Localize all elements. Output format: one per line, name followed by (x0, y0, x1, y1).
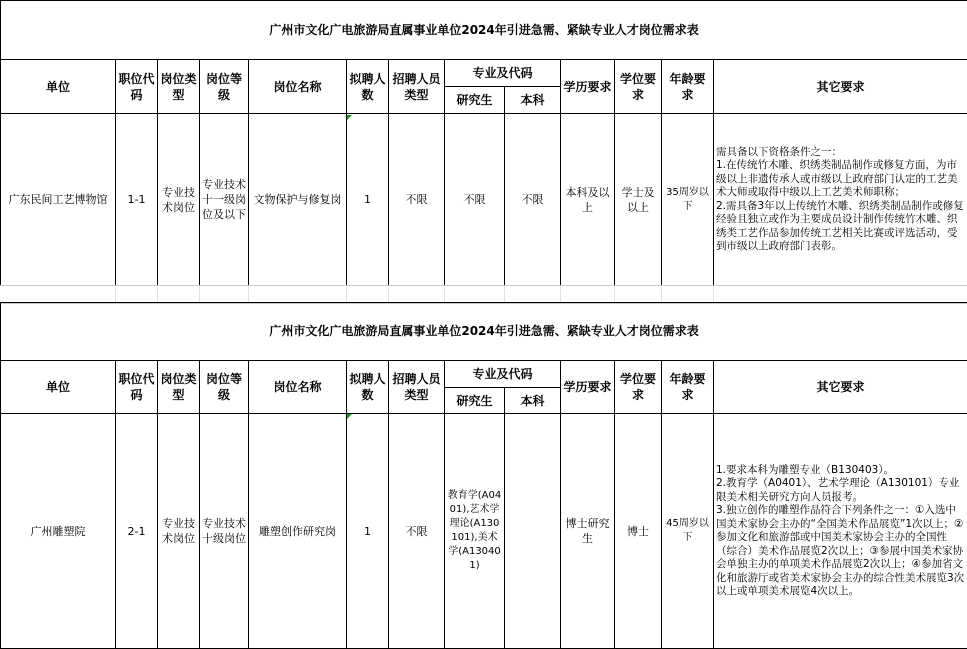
header-recruit-type: 招聘人员类型 (389, 361, 445, 414)
cell-recruit-type[interactable]: 不限 (389, 414, 445, 649)
header-undergrad: 本科 (505, 388, 561, 414)
cell-level[interactable]: 专业技术十一级岗位及以下 (200, 114, 249, 286)
cell-name[interactable]: 雕塑创作研究岗 (249, 414, 347, 649)
cell-name[interactable]: 文物保护与修复岗 (249, 114, 347, 286)
cell-degree[interactable]: 博士 (615, 414, 662, 649)
cell-code[interactable]: 2-1 (116, 414, 158, 649)
header-count: 拟聘人数 (347, 361, 389, 414)
cell-unit[interactable]: 广州雕塑院 (1, 414, 116, 649)
header-undergrad: 本科 (505, 87, 561, 114)
cell-graduate[interactable]: 教育学(A0401),艺术学理论(A130101),美术学(A130401) (445, 414, 505, 649)
cell-undergrad[interactable]: 不限 (505, 114, 561, 286)
cell-age[interactable]: 35周岁以下 (662, 114, 714, 286)
table-title: 广州市文化广电旅游局直属事业单位2024年引进急需、紧缺专业人才岗位需求表 (1, 1, 967, 60)
header-age: 年龄要求 (662, 361, 714, 414)
comment-marker-icon (347, 414, 352, 419)
cell-code[interactable]: 1-1 (116, 114, 158, 286)
header-degree: 学位要求 (615, 361, 662, 414)
cell-undergrad[interactable] (505, 414, 561, 649)
cell-age[interactable]: 45周岁以下 (662, 414, 714, 649)
header-unit: 单位 (1, 361, 116, 414)
cell-recruit-type[interactable]: 不限 (389, 114, 445, 286)
requirements-table-1 (0, 0, 967, 286)
cell-graduate[interactable]: 不限 (445, 114, 505, 286)
header-graduate: 研究生 (445, 87, 505, 114)
header-unit: 单位 (1, 60, 116, 114)
cell-count[interactable]: 1 (347, 414, 389, 649)
header-recruit-type: 招聘人员类型 (389, 60, 445, 114)
header-age: 年龄要求 (662, 60, 714, 114)
cell-count[interactable]: 1 (347, 114, 389, 286)
cell-unit[interactable]: 广东民间工艺博物馆 (1, 114, 116, 286)
table-row (1, 414, 967, 649)
cell-other[interactable]: 1.要求本科为雕塑专业（B130403）。 2.教育学（A0401）、艺术学理论（A130101）专业限美术相关研究方向人员报考。 3.独立创作的雕塑作品符合下列条件之一：①入选中国美术家协会主办的“全国美术作品展览”1次以上；②参加文化和旅游部或中国美术家协会主办的全国性（综合）美术作品展览2次以上；③参展中国美术家协会单独主办的单项美术作品展览2次以上；④参加省文化和旅游厅或省美术家协会主办的综合性美术展览3次以上或单项美术展览4次以上。 (714, 414, 967, 649)
header-type: 岗位类型 (158, 361, 200, 414)
header-graduate: 研究生 (445, 388, 505, 414)
header-education: 学历要求 (561, 361, 615, 414)
table-row (1, 114, 967, 286)
header-code: 职位代码 (116, 60, 158, 114)
header-count: 拟聘人数 (347, 60, 389, 114)
header-code: 职位代码 (116, 361, 158, 414)
header-type: 岗位类型 (158, 60, 200, 114)
cell-type[interactable]: 专业技术岗位 (158, 414, 200, 649)
header-other: 其它要求 (714, 60, 967, 114)
requirements-table-2 (0, 302, 967, 649)
table-title: 广州市文化广电旅游局直属事业单位2024年引进急需、紧缺专业人才岗位需求表 (1, 303, 967, 361)
comment-marker-icon (347, 115, 352, 120)
cell-education[interactable]: 博士研究生 (561, 414, 615, 649)
header-name: 岗位名称 (249, 60, 347, 114)
cell-type[interactable]: 专业技术岗位 (158, 114, 200, 286)
header-degree: 学位要求 (615, 60, 662, 114)
header-major: 专业及代码 (445, 361, 561, 388)
cell-level[interactable]: 专业技术十级岗位 (200, 414, 249, 649)
header-education: 学历要求 (561, 60, 615, 114)
header-major: 专业及代码 (445, 60, 561, 87)
cell-education[interactable]: 本科及以上 (561, 114, 615, 286)
header-level: 岗位等级 (200, 60, 249, 114)
header-other: 其它要求 (714, 361, 967, 414)
cell-other[interactable]: 需具备以下资格条件之一： 1.在传统竹木雕、织绣类制品制作或修复方面，为市级以上非遗传承人或市级以上政府部门认定的工艺美术大师或取得中级以上工艺美术师职称； 2.需具备3年以上传统竹木雕、织绣类制品制作或修复经验且独立或作为主要成员设计制作传统竹木雕、织绣类工艺作品参加传统工艺相关比赛或评选活动，受到市级以上政府部门表彰。 (714, 114, 967, 286)
header-level: 岗位等级 (200, 361, 249, 414)
cell-degree[interactable]: 学士及以上 (615, 114, 662, 286)
header-name: 岗位名称 (249, 361, 347, 414)
